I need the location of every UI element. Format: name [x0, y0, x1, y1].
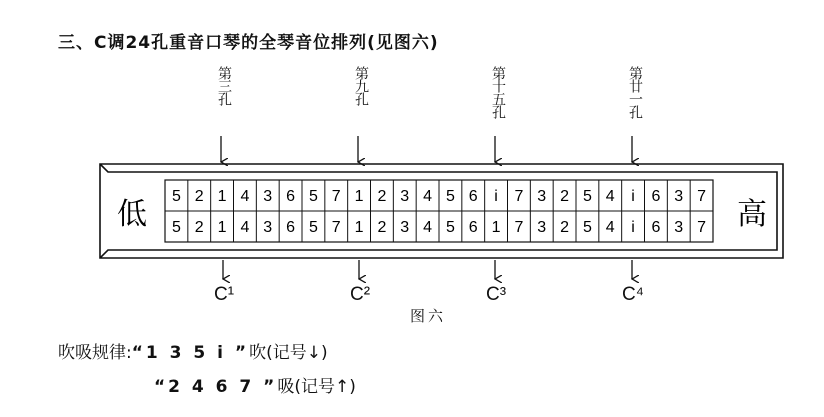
draw-row-note: 7 [331, 219, 341, 236]
high-end-label: 高 [737, 197, 767, 232]
blow-row-note: 4 [423, 188, 433, 205]
draw-row-note: 5 [582, 219, 592, 236]
low-end-label: 低 [117, 197, 147, 232]
draw-row-note: 3 [537, 219, 547, 236]
blow-row-note: 3 [674, 188, 684, 205]
blow-row-note: 3 [537, 188, 547, 205]
blow-row-note: 4 [605, 188, 615, 205]
blow-row-note: 2 [560, 188, 570, 205]
blow-row-note: 1 [354, 188, 364, 205]
octave-label-c4: C⁴ [622, 284, 644, 305]
hole-label-3: 第三孔 [216, 66, 232, 105]
draw-row-note: 3 [400, 219, 410, 236]
blow-row-note: 7 [514, 188, 524, 205]
blow-row-note: 5 [582, 188, 592, 205]
figure-caption: 图六 [410, 307, 447, 325]
blow-text: 吹(记号↓) [249, 343, 328, 363]
blow-row-note: 6 [468, 188, 478, 205]
hole-label-9: 第九孔 [353, 66, 369, 105]
draw-row-note: 1 [217, 219, 227, 236]
draw-row-note: 4 [240, 219, 250, 236]
octave-label-c3: C³ [485, 284, 507, 305]
blow-row-note: 2 [194, 188, 204, 205]
draw-text: 吸(记号↑) [277, 377, 356, 397]
draw-row-note: 5 [308, 219, 318, 236]
octave-arrows [223, 260, 632, 279]
blow-row-note: 2 [377, 188, 387, 205]
blow-notes: “1 3 5 i ” [131, 343, 250, 363]
blow-row-note: 5 [308, 188, 318, 205]
draw-row-note: 7 [514, 219, 524, 236]
blow-row-note: 3 [400, 188, 410, 205]
blow-row-note: i [631, 188, 635, 205]
draw-row-note: 7 [697, 219, 707, 236]
rule-blow [58, 338, 328, 363]
blow-row-note: 7 [331, 188, 341, 205]
octave-label-c2: C² [349, 284, 371, 305]
draw-row-note: 6 [468, 219, 478, 236]
blow-row-note: 7 [697, 188, 707, 205]
draw-row-note: 1 [354, 219, 364, 236]
octave-label-c1: C¹ [213, 284, 235, 305]
blow-row-note: 4 [240, 188, 250, 205]
hole-label-15: 第十五孔 [490, 66, 506, 118]
draw-row-note: 6 [651, 219, 661, 236]
blow-row-note: 3 [263, 188, 273, 205]
hole-label-21: 第廿一孔 [627, 66, 643, 118]
blow-row-note: 5 [445, 188, 455, 205]
blow-row-note: 6 [286, 188, 296, 205]
draw-notes: “2 4 6 7 ” [154, 377, 278, 397]
draw-row-note: 2 [377, 219, 387, 236]
hole-grid [165, 180, 713, 242]
draw-row-note: 2 [194, 219, 204, 236]
draw-row-note: 3 [674, 219, 684, 236]
hole-arrows [221, 136, 632, 162]
rule-draw [154, 372, 356, 397]
section-title: 三、C调24孔重音口琴的全琴音位排列(见图六) [58, 33, 439, 53]
draw-row-note: 6 [286, 219, 296, 236]
draw-row-note: 2 [560, 219, 570, 236]
draw-row-note: 5 [445, 219, 455, 236]
rules-title: 吹吸规律: [58, 343, 132, 363]
blow-row-note: i [494, 188, 498, 205]
draw-row-note: 4 [605, 219, 615, 236]
blow-row-note: 1 [217, 188, 227, 205]
draw-row-note: 5 [171, 219, 181, 236]
blow-row-note: 5 [171, 188, 181, 205]
draw-row-note: i [631, 219, 635, 236]
draw-row-note: 3 [263, 219, 273, 236]
draw-row-note: 1 [491, 219, 501, 236]
blow-row-note: 6 [651, 188, 661, 205]
draw-row-note: 4 [423, 219, 433, 236]
